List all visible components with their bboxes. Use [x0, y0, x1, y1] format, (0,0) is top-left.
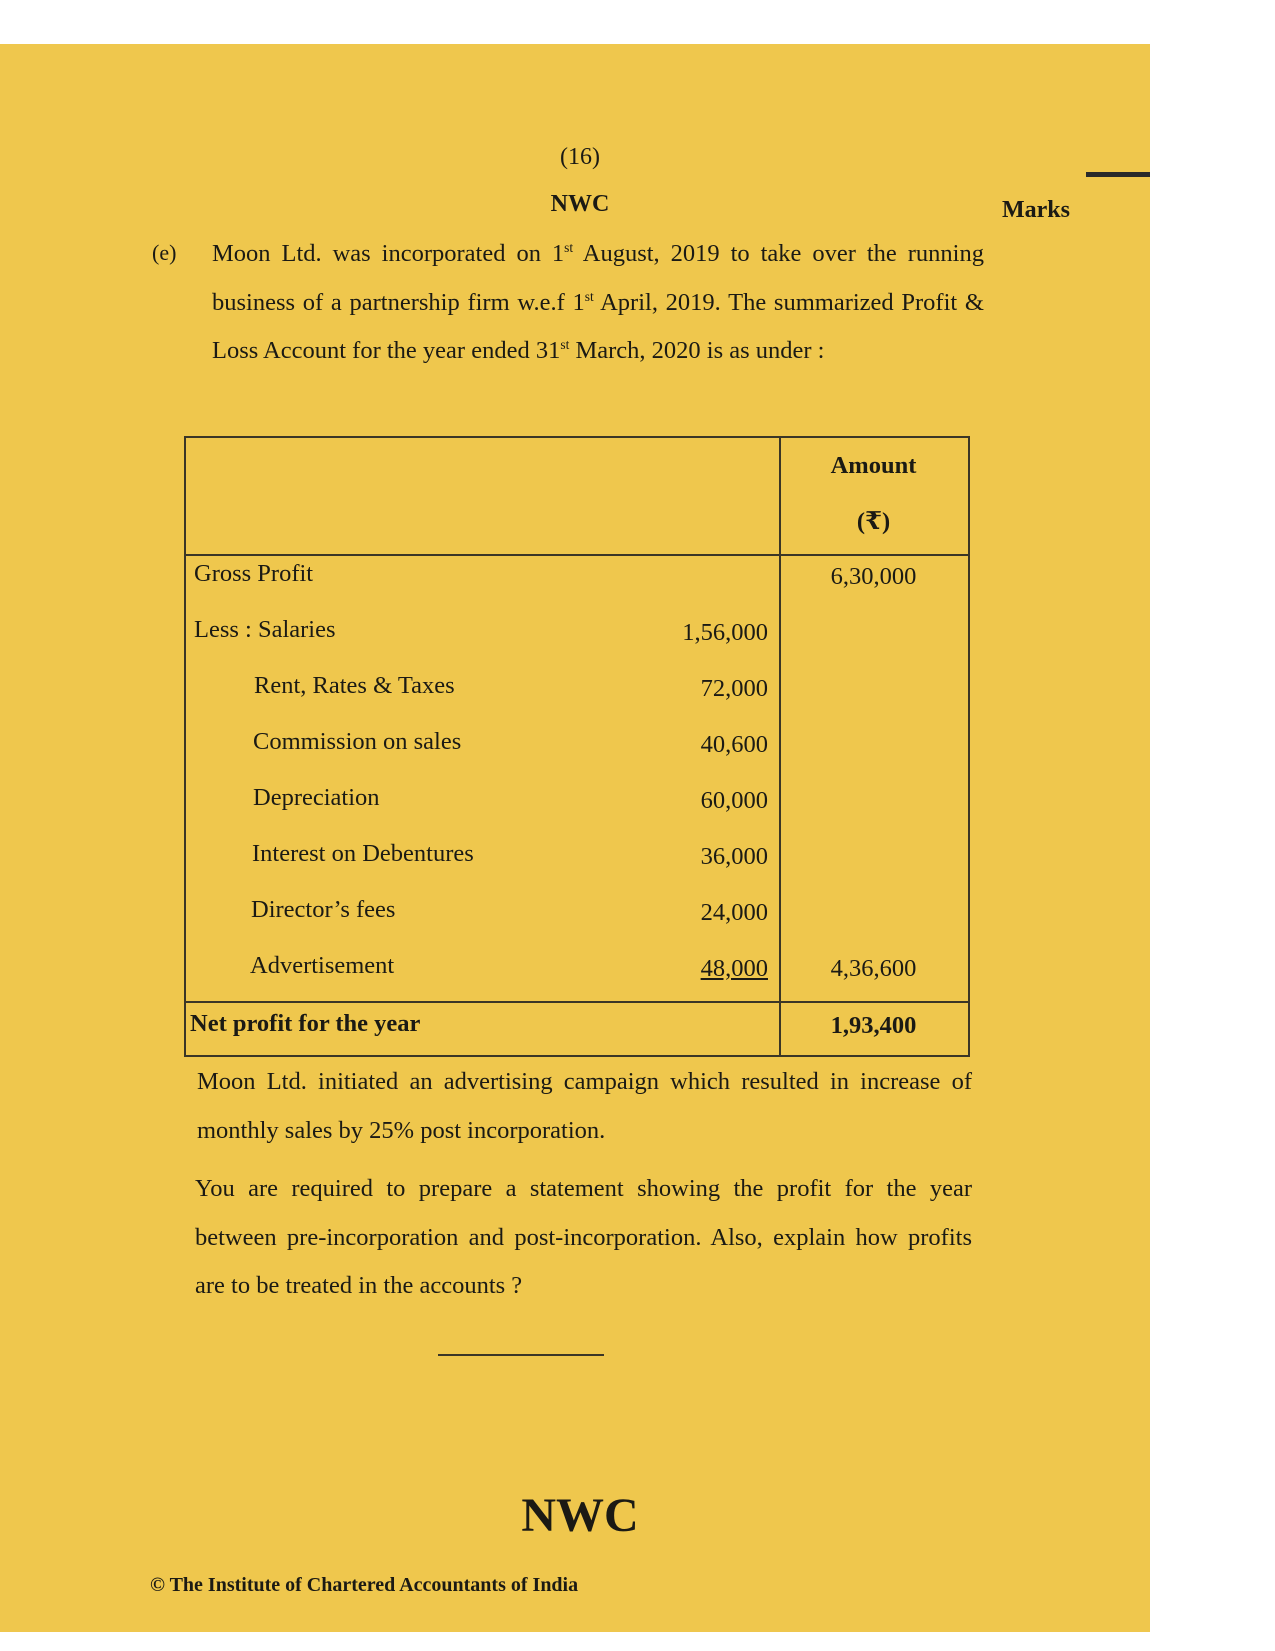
question-intro — [212, 230, 984, 376]
net-profit-value: 1,93,400 — [830, 1012, 917, 1039]
amount-header: Amount — [830, 452, 917, 479]
footer-code: NWC — [521, 1489, 639, 1542]
expense-value: 1,56,000 — [682, 619, 768, 646]
profit-loss-table — [184, 436, 970, 1057]
copyright-notice: © The Institute of Chartered Accountants of India — [150, 1574, 579, 1596]
intro-sup-3: st — [560, 336, 570, 352]
expense-value: 40,600 — [700, 731, 768, 758]
requirement-paragraph: You are required to prepare a statement showing the profit for the year between pre-incorporation and post-incorporation. Also, explain how profits are to be treated in the accounts ? — [195, 1175, 972, 1299]
intro-text-1: Moon Ltd. was incorporated on 1 — [212, 240, 565, 267]
end-rule — [438, 1354, 604, 1356]
table-header-rule — [186, 554, 968, 556]
total-expenses-value: 4,36,600 — [830, 955, 917, 982]
intro-text-2: August, 2019 to take over the running business of a partnership firm w.e.f 1 — [212, 240, 984, 316]
expense-label: Depreciation — [253, 784, 380, 811]
less-prefix: Less : — [194, 616, 258, 643]
net-profit-label: Net profit for the year — [190, 1010, 421, 1037]
expense-value: 60,000 — [700, 787, 768, 814]
expense-value: 24,000 — [700, 899, 768, 926]
expense-row-salaries — [194, 616, 336, 644]
campaign-paragraph: Moon Ltd. initiated an advertising campaign which resulted in increase of monthly sales by 25% post incorporation. — [197, 1068, 972, 1144]
expense-label: Director’s fees — [251, 896, 396, 923]
gross-profit-value: 6,30,000 — [830, 563, 917, 590]
expense-label: Interest on Debentures — [252, 840, 474, 867]
expense-label: Commission on sales — [253, 728, 462, 755]
page-number: (16) — [560, 144, 600, 170]
currency-header: (₹) — [856, 508, 891, 535]
marks-label: Marks — [1002, 197, 1070, 223]
expense-label: Salaries — [257, 616, 336, 643]
expense-value: 72,000 — [700, 675, 768, 702]
expense-value-underlined: 48,000 — [700, 955, 768, 982]
intro-text-4: March, 2020 is as under : — [569, 337, 825, 364]
expense-label: Advertisement — [250, 952, 395, 979]
edge-mark — [1086, 172, 1150, 177]
table-total-rule — [186, 1001, 968, 1003]
header-code: NWC — [550, 191, 610, 217]
gross-profit-label: Gross Profit — [194, 560, 314, 587]
expense-label: Rent, Rates & Taxes — [254, 672, 455, 699]
question-label: (e) — [152, 240, 177, 265]
expense-value — [586, 955, 768, 983]
intro-sup-1: st — [564, 239, 574, 255]
intro-sup-2: st — [584, 288, 594, 304]
expense-value: 36,000 — [700, 843, 768, 870]
intro-text-3: April, 2019. The summarized Profit & Loss Account for the year ended 31 — [212, 288, 984, 364]
